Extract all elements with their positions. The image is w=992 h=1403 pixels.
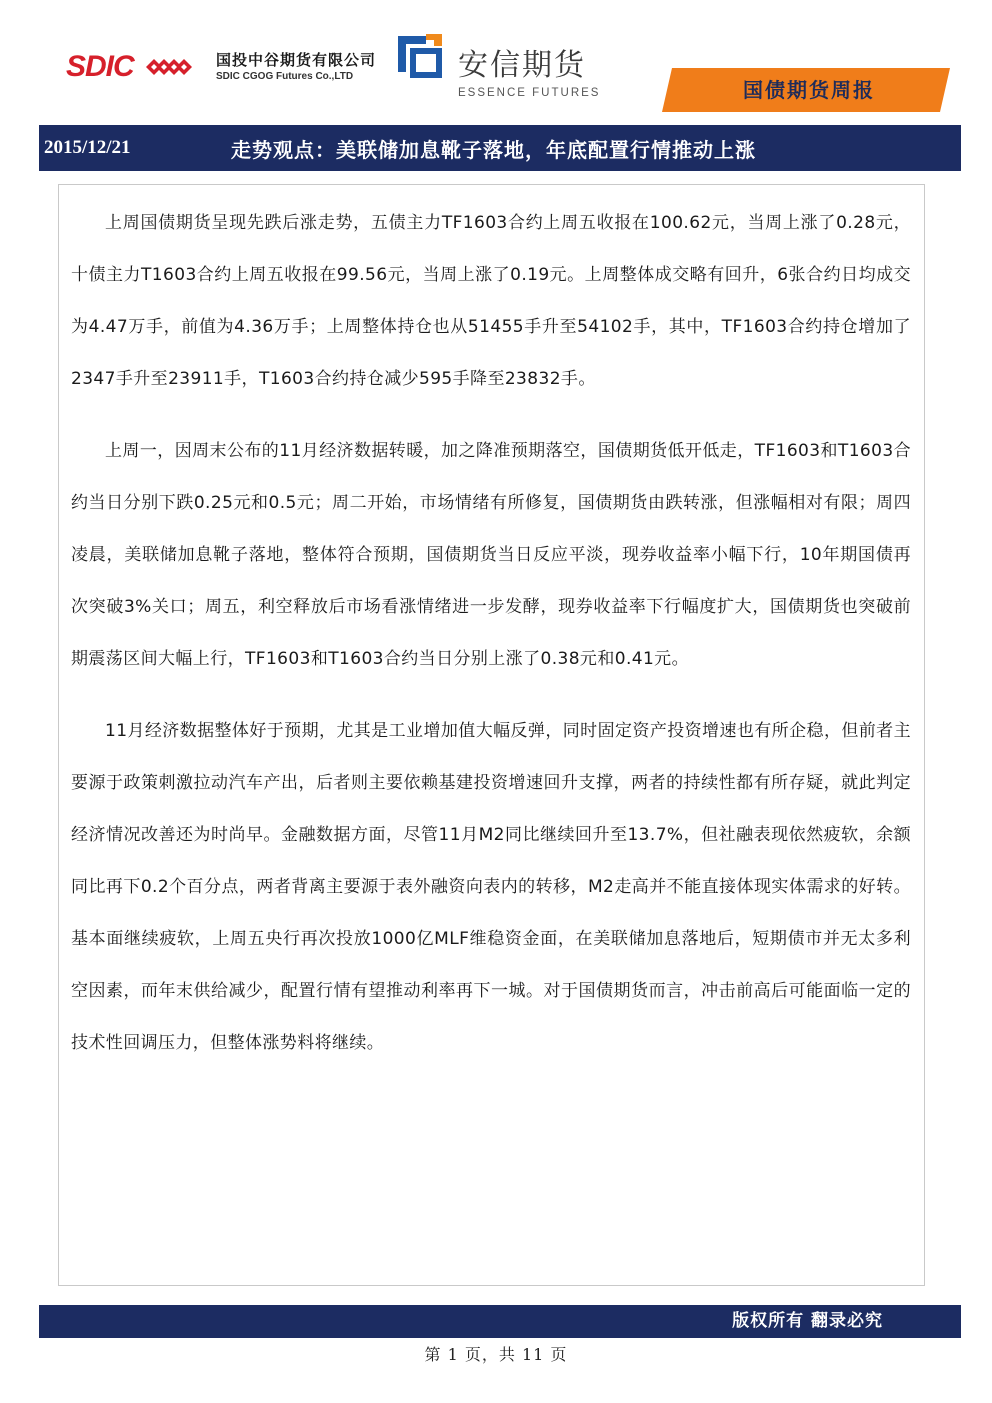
paragraph: 上周国债期货呈现先跌后涨走势，五债主力TF1603合约上周五收报在100.62元，当周上涨了0.28元，十债主力T1603合约上周五收报在99.56元，当周上涨了0.19元。上周整体成交略有回升，6张合约日均成交为4.47万手，前值为4.36万手；上周整体持仓也从51455手升至54102手，其中，TF1603合约持仓增加了2347手升至23911手，T1603合约持仓减少595手降至23832手。 [71,213,911,389]
footer-bar [39,1305,961,1338]
page-number: 第 1 页，共 11 页 [424,1345,568,1364]
title-bar [39,125,961,171]
paragraph: 上周一，因周末公布的11月经济数据转暖，加之降准预期落空，国债期货低开低走，TF1603和T1603合约当日分别下跌0.25元和0.5元；周二开始，市场情绪有所修复，国债期货由跌转涨，但涨幅相对有限；周四凌晨，美联储加息靴子落地，整体符合预期，国债期货当日反应平淡，现券收益率小幅下行，10年期国债再次突破3%关口；周五，利空释放后市场看涨情绪进一步发酵，现券收益率下行幅度扩大，国债期货也突破前期震荡区间大幅上行，TF1603和T1603合约当日分别上涨了0.38元和0.41元。 [71,441,911,669]
report-type-label: 国债期货周报 [743,78,875,102]
copyright-notice: 版权所有 翻录必究 [732,1311,883,1331]
essence-company-cn: 安信期货 [458,48,586,83]
report-type-tag [662,68,950,112]
content-box [58,184,925,1286]
essence-logo-icon [396,32,444,80]
sdic-logo-text: SDIC [66,50,134,83]
sdic-company-cn: 国投中谷期货有限公司 [216,51,377,69]
sdic-company-name [216,50,376,84]
report-date: 2015/12/21 [44,137,131,158]
essence-company-en: ESSENCE FUTURES [458,87,601,99]
report-title: 走势观点：美联储加息靴子落地，年底配置行情推动上涨 [231,137,756,162]
page-header [0,0,992,120]
essence-company-name [458,48,600,100]
sdic-company-en: SDIC CGOG Futures Co.,LTD [216,71,354,82]
paragraph: 11月经济数据整体好于预期，尤其是工业增加值大幅反弹，同时固定资产投资增速也有所企稳，但前者主要源于政策刺激拉动汽车产出，后者则主要依赖基建投资增速回升支撑，两者的持续性都有所存疑，就此判定经济情况改善还为时尚早。金融数据方面，尽管11月M2同比继续回升至13.7%，但社融表现依然疲软，余额同比再下0.2个百分点，两者背离主要源于表外融资向表内的转移，M2走高并不能直接体现实体需求的好转。基本面继续疲软，上周五央行再次投放1000亿MLF维稳资金面，在美联储加息落地后，短期债市并无太多利空因素，而年末供给减少，配置行情有望推动利率再下一城。对于国债期货而言，冲击前高后可能面临一定的技术性回调压力，但整体涨势料将继续。 [71,721,911,1053]
sdic-logo [66,50,196,84]
sdic-diamond-icon [140,50,196,84]
